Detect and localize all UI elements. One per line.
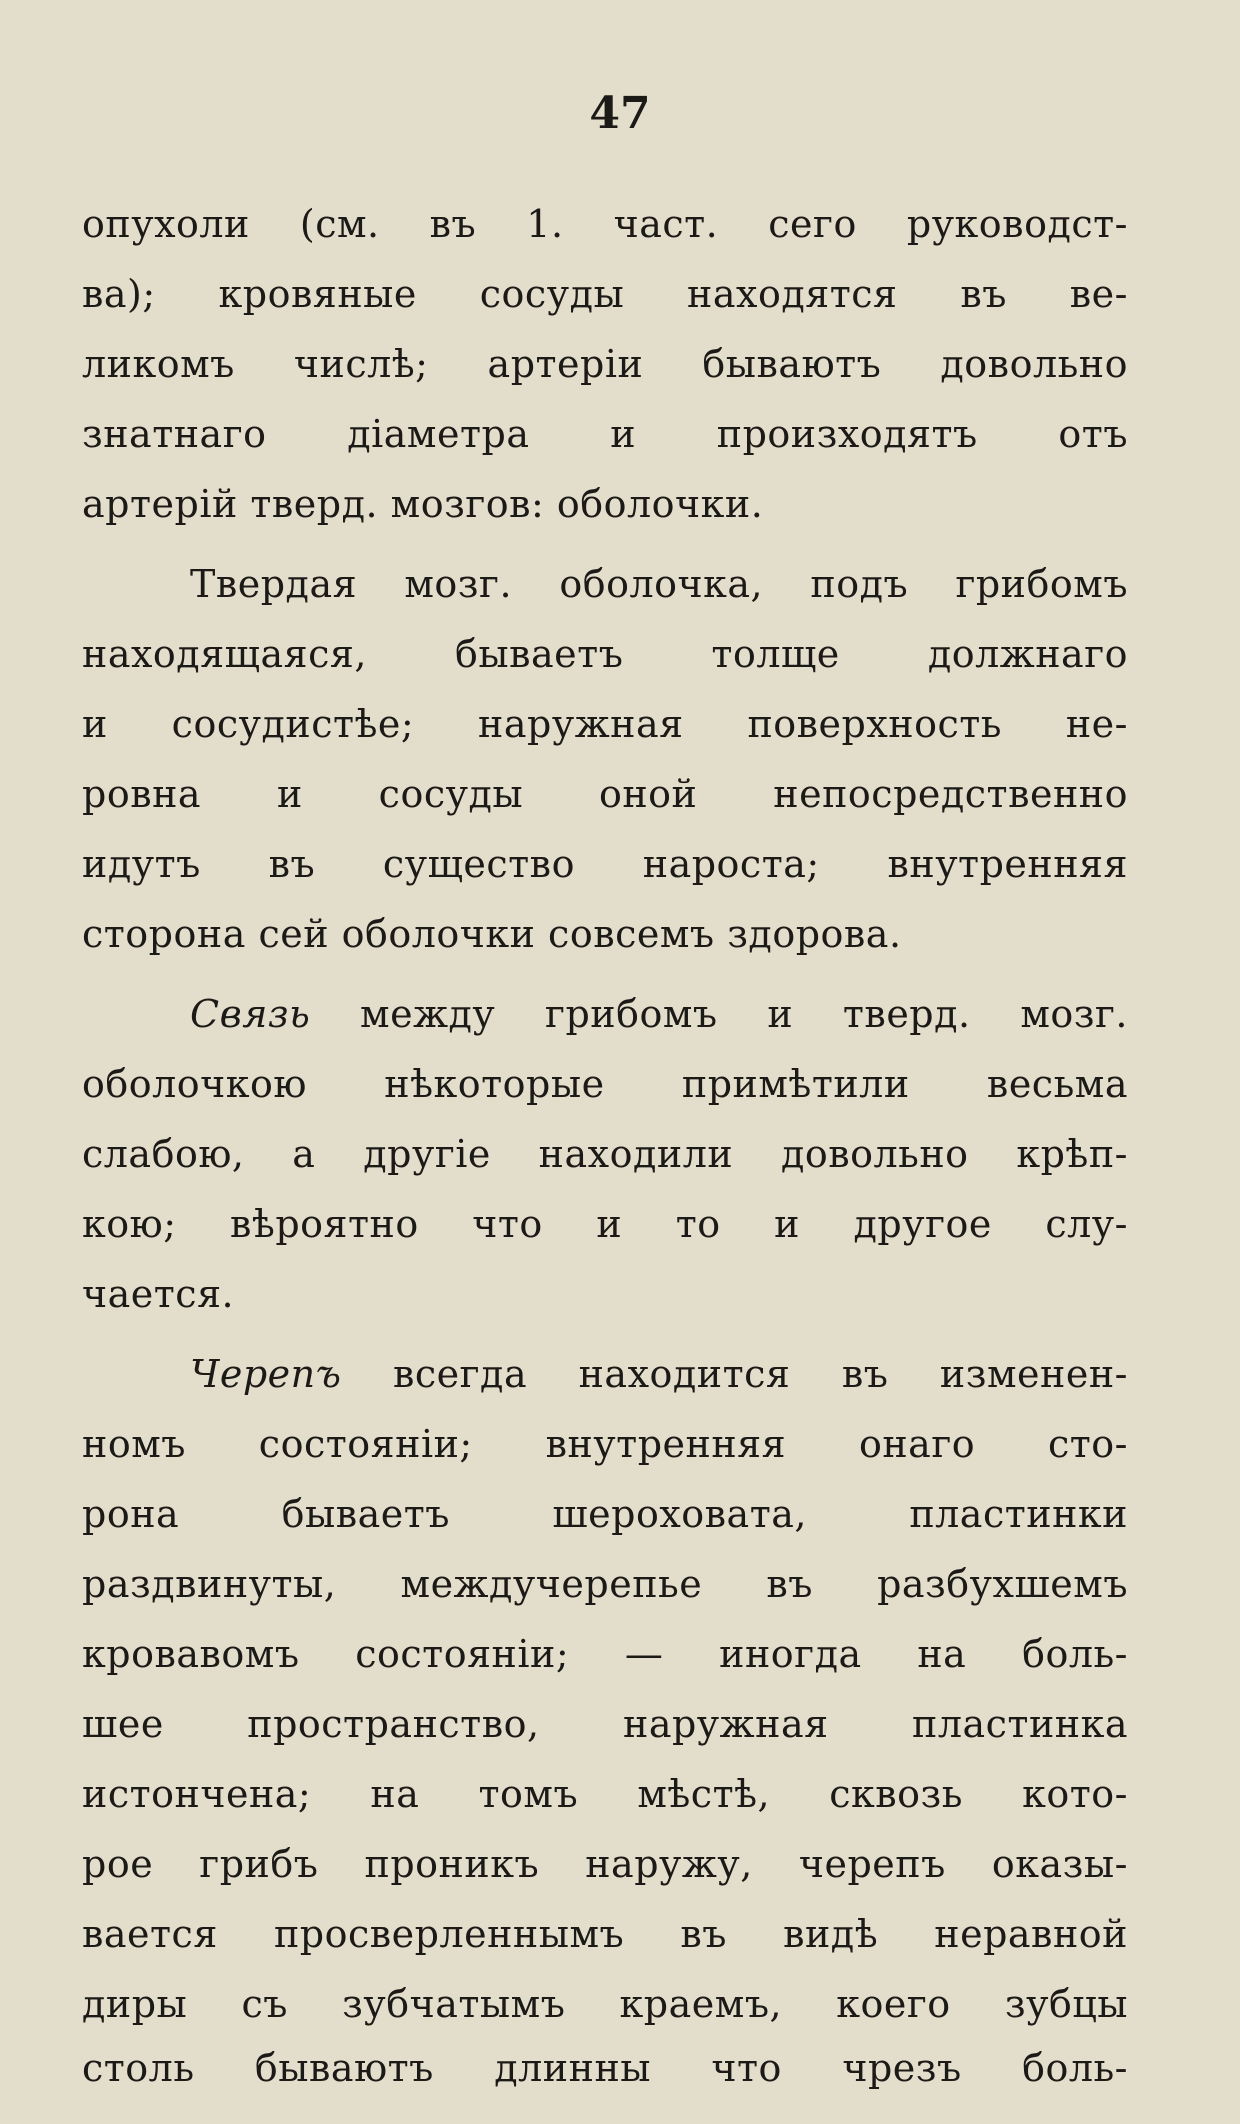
text-line: Связь между грибомъ и тверд. мозг. xyxy=(190,992,1128,1036)
text-line: рона бываетъ шероховата, пластинки xyxy=(82,1492,1128,1536)
text-line: опухоли (см. въ 1. част. сего руководст- xyxy=(82,202,1128,246)
italic-term: Связь xyxy=(190,992,311,1036)
text-line: артерій тверд. мозгов: оболочки. xyxy=(82,482,764,526)
text-line: чается. xyxy=(82,1272,235,1316)
text-line: слабою, а другіе находили довольно крѣп- xyxy=(82,1132,1128,1176)
text-line: знатнаго діаметра и произходятъ отъ xyxy=(82,412,1128,456)
text-line: ровна и сосуды оной непосредственно xyxy=(82,772,1128,816)
text-line: сторона сей оболочки совсемъ здорова. xyxy=(82,912,902,956)
text-line: ликомъ числѣ; артеріи бываютъ довольно xyxy=(82,342,1128,386)
text-line: идутъ въ существо нароста; внутренняя xyxy=(82,842,1128,886)
text-line: диры съ зубчатымъ краемъ, коего зубцы xyxy=(82,1982,1128,2026)
text-line: и сосудистѣе; наружная поверхность не- xyxy=(82,702,1128,746)
text-line: Черепъ всегда находится въ изменен- xyxy=(190,1352,1128,1396)
italic-term: Черепъ xyxy=(190,1352,342,1396)
text-line: ва); кровяные сосуды находятся въ ве- xyxy=(82,272,1128,316)
page-number: 47 xyxy=(589,88,651,139)
text-line: рое грибъ проникъ наружу, черепъ оказы- xyxy=(82,1842,1128,1886)
text-line: вается просверленнымъ въ видѣ неравной xyxy=(82,1912,1128,1956)
text-line: шее пространство, наружная пластинка xyxy=(82,1702,1128,1746)
text-line: кровавомъ состояніи; — иногда на боль- xyxy=(82,1632,1128,1676)
text-line: находящаяся, бываетъ толще должнаго xyxy=(82,632,1128,676)
text-line: столь бываютъ длинны что чрезъ боль- xyxy=(82,2046,1128,2090)
text-line: номъ состояніи; внутренняя онаго сто- xyxy=(82,1422,1128,1466)
text-line: кою; вѣроятно что и то и другое слу- xyxy=(82,1202,1128,1246)
text-line: оболочкою нѣкоторые примѣтили весьма xyxy=(82,1062,1128,1106)
text-line: Твердая мозг. оболочка, подъ грибомъ xyxy=(190,562,1128,606)
text-line: раздвинуты, междучерепье въ разбухшемъ xyxy=(82,1562,1128,1606)
text-line: истончена; на томъ мѣстѣ, сквозь кото- xyxy=(82,1772,1128,1816)
